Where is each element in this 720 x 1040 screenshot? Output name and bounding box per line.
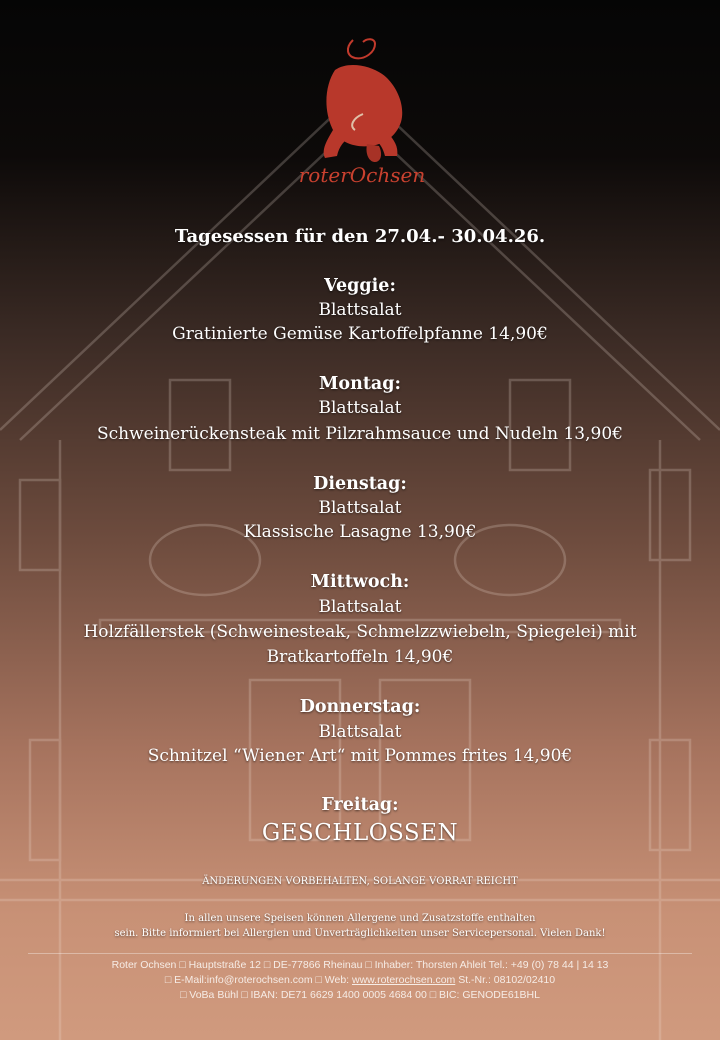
website-link[interactable]: www.roterochsen.com [352,974,456,986]
closed-notice: GESCHLOSSEN [261,820,459,846]
allergen-info-line: In allen unsere Speisen können Allergene und Zusatzstoffe enthalten [184,913,536,924]
red-bull-icon [324,39,403,162]
section-veggie-line: Blattsalat [318,300,402,320]
footer-email: □ E-Mail:info@roterochsen.com □ Web: [164,974,352,986]
footer-divider [28,953,692,954]
section-freitag-heading: Freitag: [321,795,399,815]
page-title: Tagesessen für den 27.04.- 30.04.26. [174,226,546,247]
section-donnerstag-line: Schnitzel “Wiener Art“ mit Pommes frites 14,90€ [147,746,573,766]
section-donnerstag-line: Blattsalat [318,722,402,742]
section-montag-line: Blattsalat [318,398,402,418]
section-veggie-heading: Veggie: [324,276,396,296]
section-veggie-line: Gratinierte Gemüse Kartoffelpfanne 14,90€ [172,324,548,344]
section-mittwoch-heading: Mittwoch: [310,572,410,592]
roter-ochsen-logo [275,30,450,195]
section-dienstag-line: Blattsalat [318,498,402,518]
section-mittwoch-line: Blattsalat [318,597,402,617]
section-montag-heading: Montag: [319,374,401,394]
section-dienstag-heading: Dienstag: [313,474,407,494]
section-donnerstag-heading: Donnerstag: [299,697,421,717]
section-mittwoch-line: Holzfällerstek (Schweinesteak, Schmelzzwiebeln, Spiegelei) mit [83,622,637,642]
section-mittwoch-line: Bratkartoffeln 14,90€ [266,647,454,667]
footer-tax-number: St.-Nr.: 08102/02410 [455,974,556,986]
footer-bank: □ VoBa Bühl □ IBAN: DE71 6629 1400 0005 4684 00 □ BIC: GENODE61BHL [180,989,540,1001]
brand-wordmark: roterOchsen [298,163,426,187]
changes-notice: ÄNDERUNGEN VORBEHALTEN, SOLANGE VORRAT REICHT [202,876,518,887]
section-montag-line: Schweinerückensteak mit Pilzrahmsauce und Nudeln 13,90€ [97,424,623,444]
allergen-info-line: sein. Bitte informiert bei Allergien und Unverträglichkeiten unser Servicepersonal. Vielen Dank! [114,928,606,939]
section-dienstag-line: Klassische Lasagne 13,90€ [243,522,477,542]
footer-address: Roter Ochsen □ Hauptstraße 12 □ DE-77866 Rheinau □ Inhaber: Thorsten Ahleit Tel.: +49 (0) 78 44 | 14 13 [111,959,609,971]
footer-contact [0,974,720,986]
